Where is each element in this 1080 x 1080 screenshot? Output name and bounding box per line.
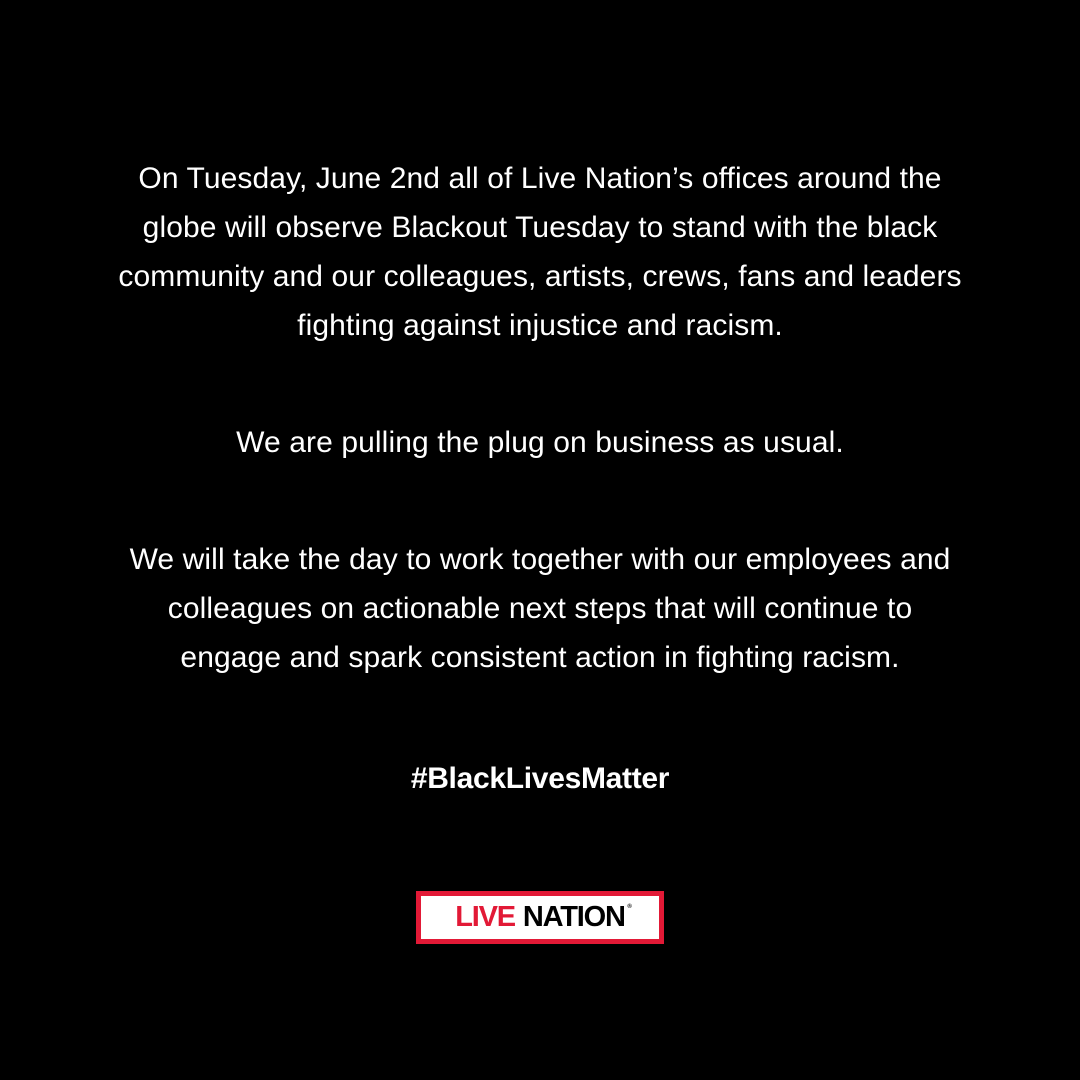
statement-line: community and our colleagues, artists, crews, fans and leaders [118,260,962,293]
statement-line: globe will observe Blackout Tuesday to stand with the black [142,211,938,244]
registered-trademark-icon: ® [627,904,632,910]
statement-line: On Tuesday, June 2nd all of Live Nation’s offices around the [138,162,942,195]
live-nation-logo [416,891,664,944]
logo-wordmark [455,901,632,933]
statement-line: We are pulling the plug on business as usual. [236,426,844,459]
statement-paragraph-2 [60,418,1020,467]
logo-word-live: LIVE [455,901,515,933]
statement-paragraph-3 [60,535,1020,682]
statement-paragraph-1 [60,154,1020,350]
logo-word-nation: NATION [522,901,625,933]
statement-line: We will take the day to work together with our employees and [129,543,951,576]
hashtag: #BlackLivesMatter [410,762,670,795]
statement-line: fighting against injustice and racism. [297,309,783,342]
statement-line: colleagues on actionable next steps that will continue to [167,592,913,625]
statement-line: engage and spark consistent action in fighting racism. [180,641,900,674]
